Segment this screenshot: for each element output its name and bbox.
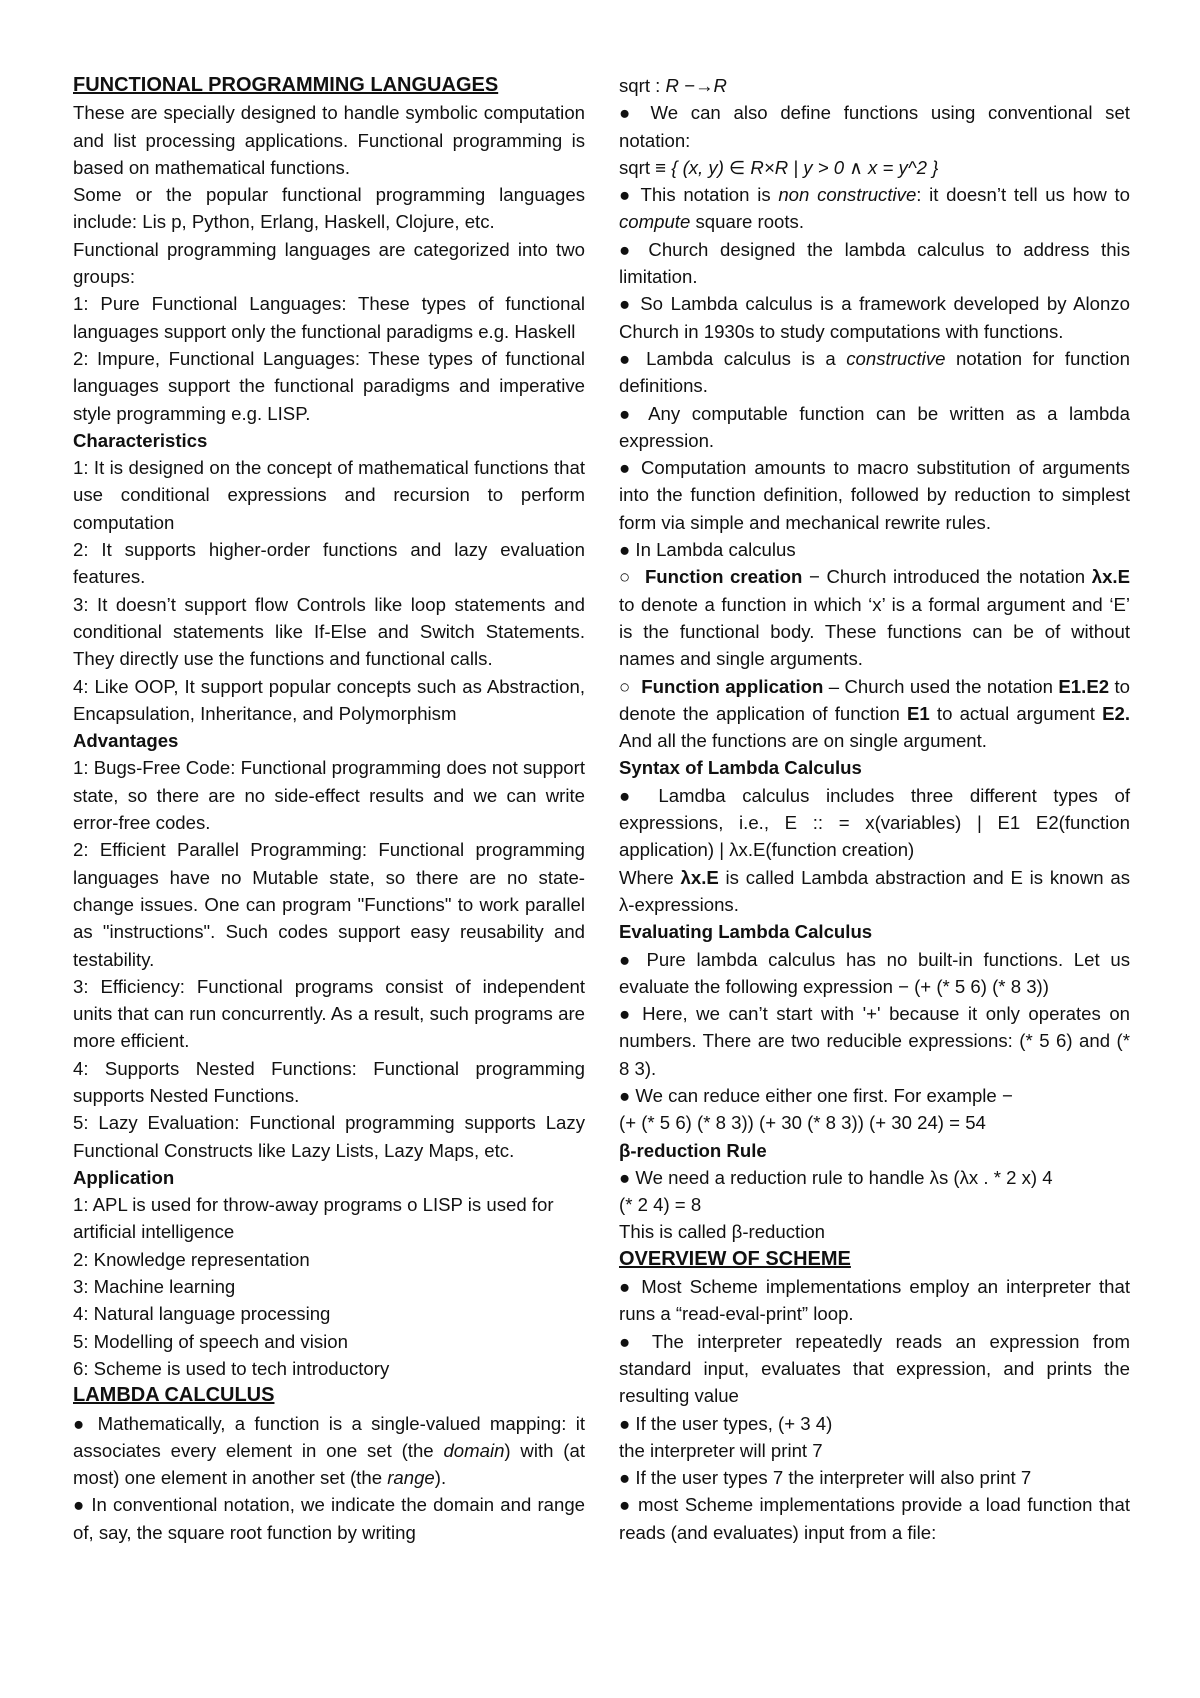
evaluate-paragraph: ● Pure lambda calculus has no built-in functions. Let us evaluate the following expression − (+ (* 5 6) (* 8 3)) (619, 946, 1130, 1001)
reduce-example-paragraph: ● We can reduce either one first. For example − (619, 1082, 1130, 1109)
section-title-functional-programming: FUNCTIONAL PROGRAMMING LANGUAGES (73, 74, 499, 96)
sqrt-definition: sqrt ≡ { (x, y) ∈ R×R | y > 0 ∧ x = y^2 } (619, 156, 939, 178)
application-item: 3: Machine learning (73, 1276, 236, 1298)
syntax-heading: Syntax of Lambda Calculus (619, 757, 862, 779)
computation-paragraph: ● Computation amounts to macro substitution of arguments into the function definition, followed by reduction to simplest form via simple and mechanical rewrite rules. (619, 454, 1130, 536)
constructive-paragraph: ● Lambda calculus is a constructive notation for function definitions. (619, 345, 1130, 400)
function-application-paragraph: ○ Function application – Church used the notation E1.E2 to denote the application of function E1 to actual argument E2. And all the functions are on single argument. (619, 673, 1130, 755)
reduction-steps: (+ (* 5 6) (* 8 3)) (+ 30 (* 8 3)) (+ 30 24) = 54 (619, 1112, 986, 1134)
application-item: 2: Knowledge representation (73, 1248, 310, 1270)
reducible-paragraph: ● Here, we can’t start with '+' because it only operates on numbers. There are two reducible expressions: (* 5 6) and (* 8 3). (619, 1000, 1130, 1082)
right-column (619, 72, 1130, 1698)
scheme-reads-paragraph: ● The interpreter repeatedly reads an expression from standard input, evaluates that expression, and prints the resulting value (619, 1328, 1130, 1410)
syntax-paragraph: ● Lamdba calculus includes three different types of expressions, i.e., E :: = x(variables) | E1 E2(function application) | λx.E(function creation) (619, 782, 1130, 864)
scheme-load-paragraph: ● most Scheme implementations provide a load function that reads (and evaluates) input from a file: (619, 1491, 1130, 1546)
beta-result: (* 2 4) = 8 (619, 1194, 702, 1216)
scheme-interpreter-paragraph: ● Most Scheme implementations employ an interpreter that runs a “read-eval-print” loop. (619, 1273, 1130, 1328)
lambda-mapping-paragraph: ● Mathematically, a function is a single-valued mapping: it associates every element in one set (the domain) with (at most) one element in another set (the range). (73, 1410, 585, 1492)
function-creation-paragraph: ○ Function creation − Church introduced the notation λx.E to denote a function in which ‘x’ is a formal argument and ‘E’ is the functional body. These functions can be of without names and single arguments. (619, 563, 1130, 672)
evaluating-heading: Evaluating Lambda Calculus (619, 921, 873, 943)
scheme-print-paragraph: the interpreter will print 7 (619, 1439, 823, 1461)
characteristic-item: 1: It is designed on the concept of mathematical functions that use conditional expressions and recursion to perform computation (73, 457, 585, 533)
lambda-abstraction-paragraph: Where λx.E is called Lambda abstraction and E is known as λ-expressions. (619, 866, 1130, 915)
advantages-heading: Advantages (73, 730, 179, 752)
church-design-paragraph: ● Church designed the lambda calculus to address this limitation. (619, 236, 1130, 291)
application-item: 5: Modelling of speech and vision (73, 1330, 348, 1352)
characteristic-item: 3: It doesn’t support flow Controls like loop statements and conditional statements like If-Else and Switch Statements. They directly use the functions and functional calls. (73, 593, 585, 670)
impure-functional-paragraph: 2: Impure, Functional Languages: These types of functional languages support the functional paradigms and imperative style programming e.g. LISP. (73, 347, 585, 424)
application-item: 1: APL is used for throw-away programs o LISP is used for artificial intelligence (73, 1194, 554, 1243)
non-constructive-paragraph: ● This notation is non constructive: it doesn’t tell us how to compute square roots. (619, 181, 1130, 236)
sqrt-signature: sqrt : R −→R (619, 75, 727, 96)
church-framework-paragraph: ● So Lambda calculus is a framework developed by Alonzo Church in 1930s to study computations with functions. (619, 290, 1130, 345)
section-title-scheme: OVERVIEW OF SCHEME (619, 1247, 851, 1270)
categories-paragraph: Functional programming languages are categorized into two groups: (73, 238, 585, 288)
characteristic-item: 4: Like OOP, It support popular concepts such as Abstraction, Encapsulation, Inheritance, and Polymorphism (73, 675, 585, 724)
application-item: 4: Natural language processing (73, 1303, 331, 1325)
advantage-item: 3: Efficiency: Functional programs consist of independent units that can run concurrently. As a result, such programs are more efficient. (73, 975, 585, 1052)
popular-languages-paragraph: Some or the popular functional programming languages include: Lis p, Python, Erlang, Haskell, Clojure, etc. (73, 184, 585, 233)
application-heading: Application (73, 1166, 175, 1188)
scheme-types-paragraph: ● If the user types, (+ 3 4) (619, 1410, 1130, 1437)
pure-functional-paragraph: 1: Pure Functional Languages: These types of functional languages support only the functional paradigms e.g. Haskell (73, 293, 585, 342)
beta-reduction-heading: β-reduction Rule (619, 1139, 767, 1161)
beta-called-paragraph: This is called β-reduction (619, 1221, 826, 1243)
in-lambda-paragraph: ● In Lambda calculus (619, 536, 1130, 563)
scheme-types-seven-paragraph: ● If the user types 7 the interpreter will also print 7 (619, 1464, 1130, 1491)
conventional-notation-paragraph: ● In conventional notation, we indicate the domain and range of, say, the square root function by writing (73, 1491, 585, 1546)
advantage-item: 4: Supports Nested Functions: Functional programming supports Nested Functions. (73, 1057, 585, 1106)
beta-rule-paragraph: ● We need a reduction rule to handle λs (λx . * 2 x) 4 (619, 1164, 1130, 1191)
intro-paragraph: These are specially designed to handle symbolic computation and list processing applications. Functional programming is based on mathematical functions. (73, 102, 585, 178)
advantage-item: 1: Bugs-Free Code: Functional programming does not support state, so there are no side-effect results and we can write error-free codes. (73, 757, 585, 834)
application-item: 6: Scheme is used to tech introductory (73, 1357, 390, 1379)
left-column (73, 72, 585, 1698)
advantage-item: 2: Efficient Parallel Programming: Functional programming languages have no Mutable state, so there are no state-change issues. One can program "Functions" to work parallel as "instructions". Such codes support easy reusability and testability. (73, 839, 585, 970)
characteristics-heading: Characteristics (73, 429, 208, 451)
computable-paragraph: ● Any computable function can be written as a lambda expression. (619, 400, 1130, 455)
section-title-lambda-calculus: LAMBDA CALCULUS (73, 1384, 275, 1407)
advantage-item: 5: Lazy Evaluation: Functional programming supports Lazy Functional Constructs like Lazy Lists, Lazy Maps, etc. (73, 1112, 585, 1161)
characteristic-item: 2: It supports higher-order functions and lazy evaluation features. (73, 539, 585, 588)
set-notation-paragraph: ● We can also define functions using conventional set notation: (619, 99, 1130, 154)
